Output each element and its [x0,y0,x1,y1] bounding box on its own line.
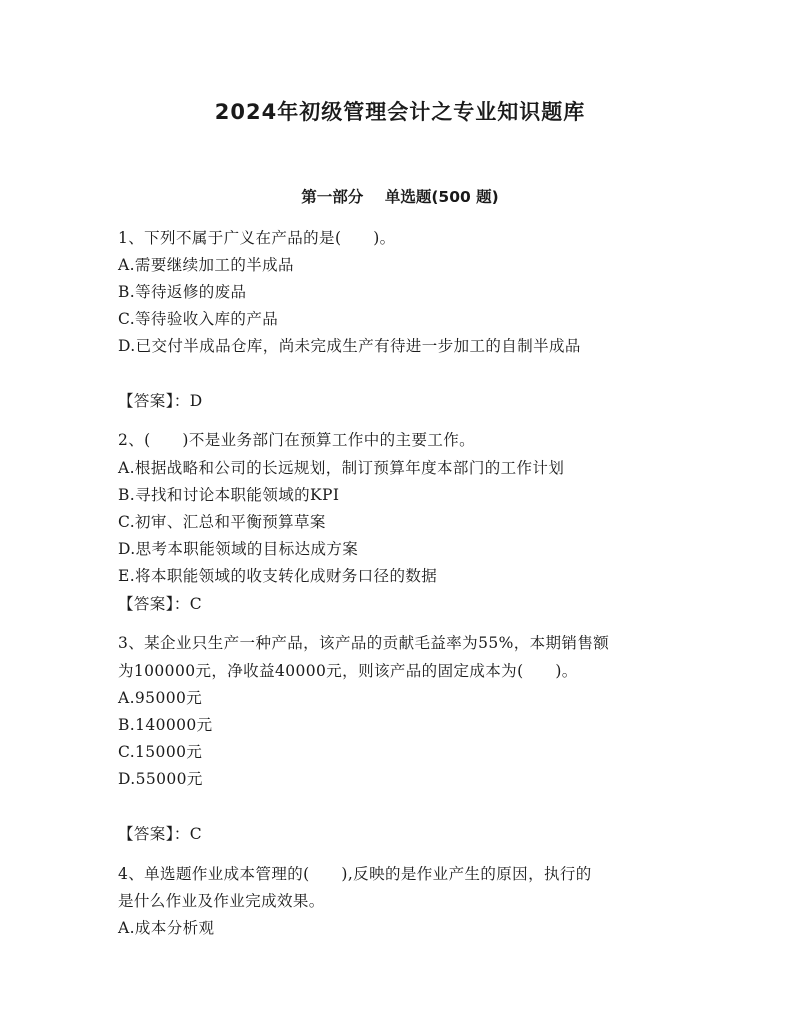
question-option: D.思考本职能领域的目标达成方案 [118,540,359,558]
question-option: B.等待返修的废品 [118,283,247,301]
question-option: A.成本分析观 [118,919,215,937]
question-stem: 为100000元，净收益40000元，则该产品的固定成本为( )。 [118,662,578,680]
question-option: A.95000元 [118,689,203,707]
document-title: 2024年初级管理会计之专业知识题库 [214,100,586,124]
question-option: A.需要继续加工的半成品 [118,256,294,274]
question-option: B.寻找和讨论本职能领域的KPI [118,486,340,504]
question-stem: 1、下列不属于广义在产品的是( )。 [118,229,396,247]
question-option: D.55000元 [118,770,203,788]
section-heading: 第一部分 单选题(500 题) [301,188,499,206]
question-stem: 2、( )不是业务部门在预算工作中的主要工作。 [118,431,476,449]
question-option: C.15000元 [118,743,203,761]
answer-line: 【答案】：D [118,392,203,410]
question-stem: 4、单选题作业成本管理的( ),反映的是作业产生的原因，执行的 [118,865,592,883]
question-stem: 是什么作业及作业完成效果。 [118,892,325,910]
question-option: E.将本职能领域的收支转化成财务口径的数据 [118,567,438,585]
answer-line: 【答案】：C [118,595,203,613]
question-option: B.140000元 [118,716,213,734]
question-option: A.根据战略和公司的长远规划，制订预算年度本部门的工作计划 [118,459,565,477]
question-stem: 3、某企业只生产一种产品，该产品的贡献毛益率为55%，本期销售额 [118,634,610,652]
question-option: D.已交付半成品仓库，尚未完成生产有待进一步加工的自制半成品 [118,337,581,355]
question-option: C.初审、汇总和平衡预算草案 [118,513,326,531]
question-option: C.等待验收入库的产品 [118,310,279,328]
answer-line: 【答案】：C [118,825,203,843]
